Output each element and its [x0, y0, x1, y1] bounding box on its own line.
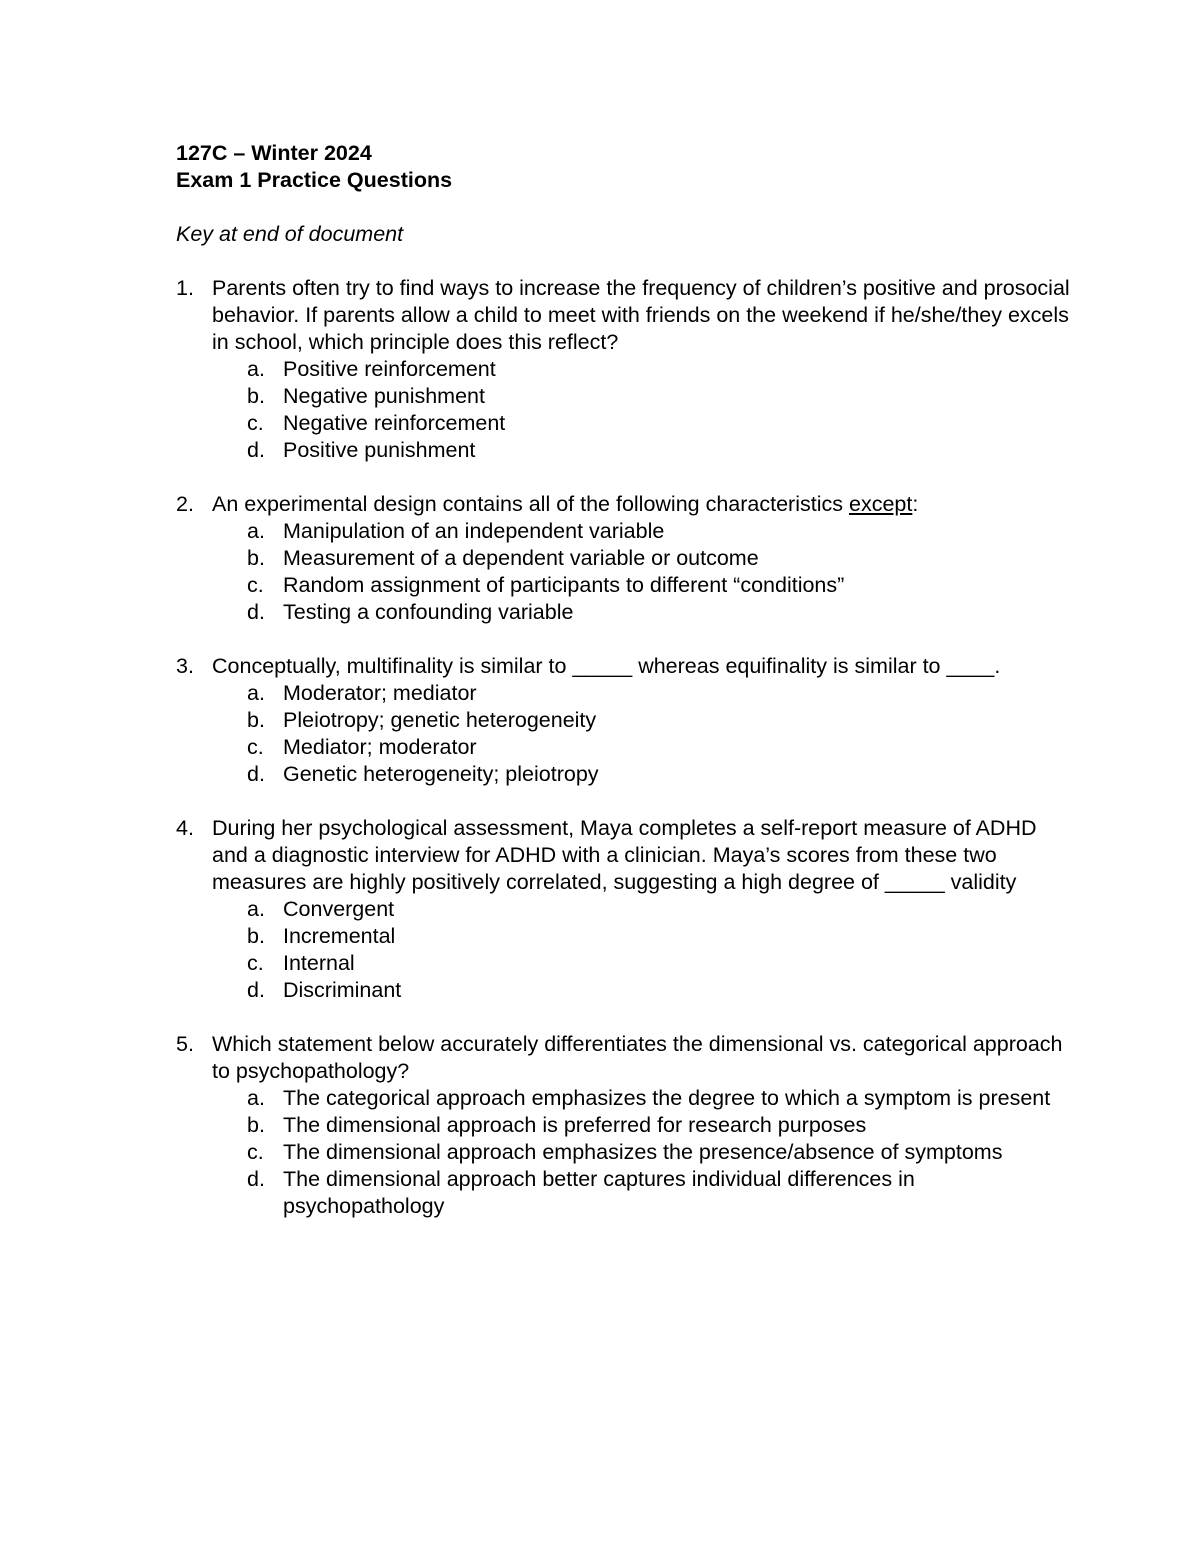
- option-text: Manipulation of an independent variable: [283, 519, 665, 543]
- question-text-before: An experimental design contains all of the following characteristics: [212, 492, 849, 516]
- option-d: [212, 1166, 1076, 1220]
- question-list: [176, 275, 1076, 1220]
- option-text: Incremental: [283, 924, 396, 948]
- question-text: Which statement below accurately differentiates the dimensional vs. categorical approach to psychopathology?: [212, 1032, 1063, 1083]
- option-list: [212, 1085, 1076, 1220]
- option-b: [212, 707, 1076, 734]
- option-letter: d.: [247, 978, 265, 1002]
- option-a: [212, 896, 1076, 923]
- question-5: [176, 1031, 1076, 1220]
- option-letter: a.: [247, 519, 265, 543]
- option-text: Internal: [283, 951, 355, 975]
- option-c: [212, 734, 1076, 761]
- question-text-after: :: [912, 492, 919, 516]
- option-text: Convergent: [283, 897, 395, 921]
- option-text: Testing a confounding variable: [283, 600, 574, 624]
- question-number: 5.: [176, 1032, 194, 1056]
- course-title: 127C – Winter 2024: [176, 141, 372, 165]
- option-text: Moderator; mediator: [283, 681, 477, 705]
- option-letter: a.: [247, 1086, 265, 1110]
- question-text: [212, 491, 1076, 518]
- question-number: 3.: [176, 654, 194, 678]
- option-text: The dimensional approach is preferred for research purposes: [283, 1113, 867, 1137]
- option-text: Mediator; moderator: [283, 735, 477, 759]
- option-letter: d.: [247, 1167, 265, 1191]
- option-letter: b.: [247, 924, 265, 948]
- option-letter: b.: [247, 708, 265, 732]
- option-d: [212, 977, 1076, 1004]
- option-letter: b.: [247, 546, 265, 570]
- exam-title: Exam 1 Practice Questions: [176, 168, 453, 192]
- option-letter: d.: [247, 762, 265, 786]
- option-a: [212, 1085, 1076, 1112]
- option-text: Genetic heterogeneity; pleiotropy: [283, 762, 599, 786]
- option-letter: d.: [247, 438, 265, 462]
- option-text: The dimensional approach emphasizes the presence/absence of symptoms: [283, 1140, 1003, 1164]
- option-d: [212, 437, 1076, 464]
- option-b: [212, 1112, 1076, 1139]
- option-letter: b.: [247, 384, 265, 408]
- question-text: During her psychological assessment, Maya completes a self-report measure of ADHD and a diagnostic interview for ADHD with a clinician. Maya’s scores from these two measures are highly positively correlated, suggesting a high degree of _____ validity: [212, 816, 1037, 894]
- option-list: [212, 896, 1076, 1004]
- option-c: [212, 1139, 1076, 1166]
- option-d: [212, 761, 1076, 788]
- option-d: [212, 599, 1076, 626]
- question-text-underlined: except: [848, 492, 913, 516]
- option-letter: c.: [247, 1140, 264, 1164]
- option-text: Positive reinforcement: [283, 357, 496, 381]
- option-text: The dimensional approach better captures individual differences in psychopathology: [283, 1167, 915, 1218]
- question-text: Conceptually, multifinality is similar to _____ whereas equifinality is similar to ____.: [212, 654, 1001, 678]
- option-c: [212, 572, 1076, 599]
- document-page: [176, 140, 1076, 1247]
- option-a: [212, 518, 1076, 545]
- option-text: The categorical approach emphasizes the degree to which a symptom is present: [283, 1086, 1051, 1110]
- option-text: Discriminant: [283, 978, 402, 1002]
- option-text: Random assignment of participants to different “conditions”: [283, 573, 845, 597]
- option-c: [212, 950, 1076, 977]
- question-1: [176, 275, 1076, 464]
- option-letter: c.: [247, 411, 264, 435]
- question-4: [176, 815, 1076, 1004]
- question-3: [176, 653, 1076, 788]
- option-letter: c.: [247, 951, 264, 975]
- option-b: [212, 545, 1076, 572]
- option-a: [212, 680, 1076, 707]
- option-letter: a.: [247, 681, 265, 705]
- question-number: 4.: [176, 816, 194, 840]
- option-text: Negative reinforcement: [283, 411, 506, 435]
- question-text: Parents often try to find ways to increase the frequency of children’s positive and prosocial behavior. If parents allow a child to meet with friends on the weekend if he/she/they excels in school, which principle does this reflect?: [212, 276, 1070, 354]
- option-letter: a.: [247, 897, 265, 921]
- option-list: [212, 356, 1076, 464]
- option-list: [212, 680, 1076, 788]
- key-note: Key at end of document: [176, 222, 404, 246]
- option-b: [212, 383, 1076, 410]
- question-number: 2.: [176, 492, 194, 516]
- option-text: Pleiotropy; genetic heterogeneity: [283, 708, 597, 732]
- option-text: Positive punishment: [283, 438, 476, 462]
- option-letter: b.: [247, 1113, 265, 1137]
- option-b: [212, 923, 1076, 950]
- option-text: Measurement of a dependent variable or outcome: [283, 546, 759, 570]
- option-letter: c.: [247, 573, 264, 597]
- question-number: 1.: [176, 276, 194, 300]
- option-letter: a.: [247, 357, 265, 381]
- option-c: [212, 410, 1076, 437]
- question-2: [176, 491, 1076, 626]
- option-letter: c.: [247, 735, 264, 759]
- option-text: Negative punishment: [283, 384, 485, 408]
- option-letter: d.: [247, 600, 265, 624]
- option-a: [212, 356, 1076, 383]
- option-list: [212, 518, 1076, 626]
